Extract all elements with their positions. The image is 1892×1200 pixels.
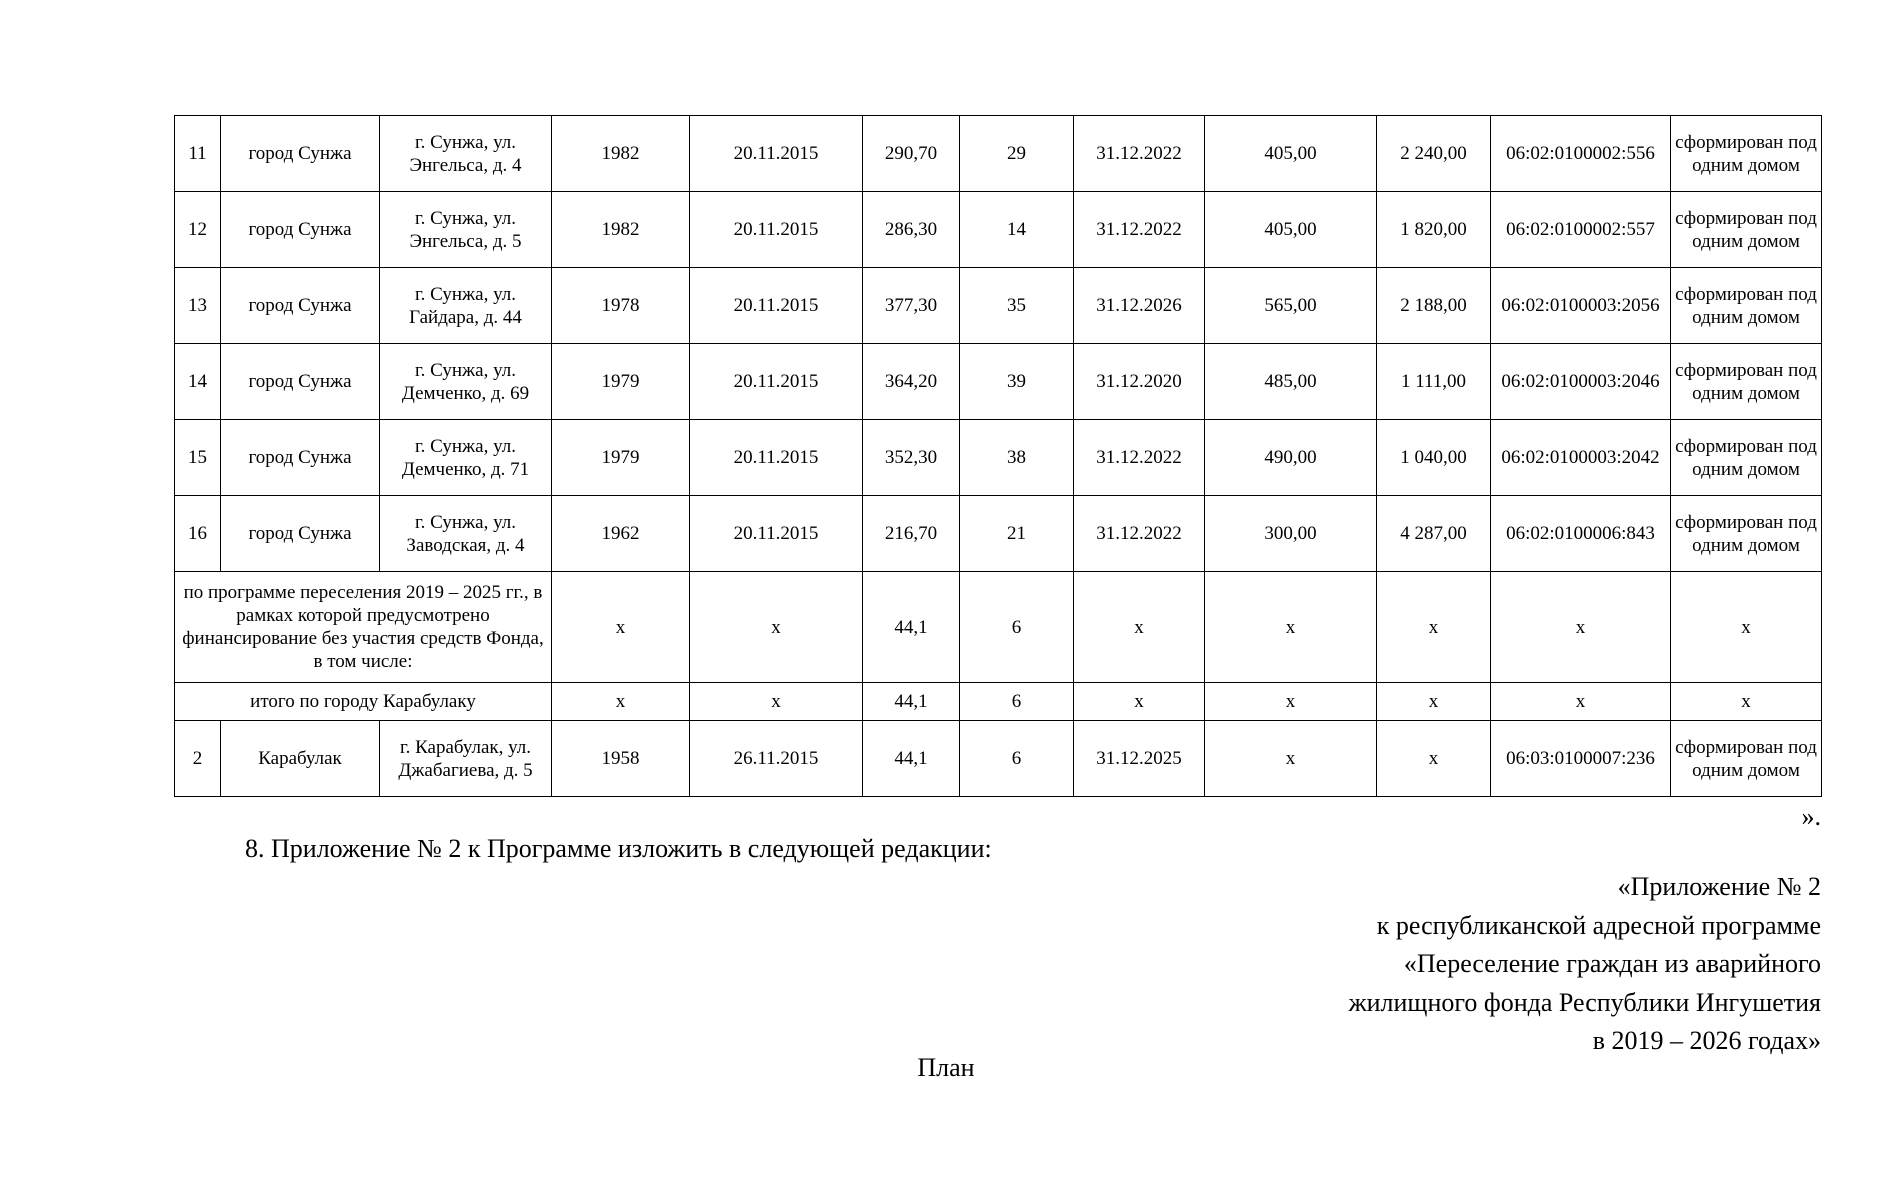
cell-city: город Сунжа bbox=[221, 268, 380, 344]
cell-land: х bbox=[1205, 721, 1377, 797]
cell-people: 29 bbox=[960, 116, 1074, 192]
cell-address: г. Сунжа, ул. Гайдара, д. 44 bbox=[380, 268, 552, 344]
table-row bbox=[175, 116, 1822, 192]
cell-address: г. Сунжа, ул. Энгельса, д. 4 bbox=[380, 116, 552, 192]
housing-table bbox=[174, 115, 1822, 797]
cell-status: сформирован под одним домом bbox=[1671, 420, 1822, 496]
cell-date: 20.11.2015 bbox=[690, 344, 863, 420]
cell-year: 1982 bbox=[552, 116, 690, 192]
cell-land: х bbox=[1205, 572, 1377, 683]
plan-title: План bbox=[917, 1053, 975, 1082]
cell-label: итого по городу Карабулаку bbox=[175, 683, 552, 721]
cell-cadastral: х bbox=[1491, 572, 1671, 683]
subtotal-row bbox=[175, 683, 1822, 721]
appendix-line: жилищного фонда Республики Ингушетия bbox=[1348, 987, 1821, 1017]
cell-cost: 1 111,00 bbox=[1377, 344, 1491, 420]
appendix-line: в 2019 – 2026 годах» bbox=[1592, 1026, 1821, 1055]
cell-label: по программе переселения 2019 – 2025 гг., в рамках которой предусмотрено финансирование без участия средств Фонда, в том числе: bbox=[175, 572, 552, 683]
cell-people: 6 bbox=[960, 572, 1074, 683]
cell-area: 286,30 bbox=[863, 192, 960, 268]
cell-people: 21 bbox=[960, 496, 1074, 572]
summary-row bbox=[175, 572, 1822, 683]
cell-year: 1979 bbox=[552, 420, 690, 496]
cell-year: 1962 bbox=[552, 496, 690, 572]
cell-num: 16 bbox=[175, 496, 221, 572]
appendix-header bbox=[1349, 868, 1821, 1061]
cell-year: 1982 bbox=[552, 192, 690, 268]
cell-city: Карабулак bbox=[221, 721, 380, 797]
cell-land: 490,00 bbox=[1205, 420, 1377, 496]
cell-cadastral: 06:02:0100003:2042 bbox=[1491, 420, 1671, 496]
cell-address: г. Карабулак, ул. Джабагиева, д. 5 bbox=[380, 721, 552, 797]
cell-address: г. Сунжа, ул. Заводская, д. 4 bbox=[380, 496, 552, 572]
cell-cadastral: 06:02:0100003:2056 bbox=[1491, 268, 1671, 344]
cell-people: 14 bbox=[960, 192, 1074, 268]
cell-status: сформирован под одним домом bbox=[1671, 192, 1822, 268]
cell-area: 44,1 bbox=[863, 721, 960, 797]
cell-deadline: 31.12.2025 bbox=[1074, 721, 1205, 797]
cell-date: 20.11.2015 bbox=[690, 268, 863, 344]
cell-people: 38 bbox=[960, 420, 1074, 496]
appendix-line: «Переселение граждан из аварийного bbox=[1403, 949, 1821, 978]
closing-quote: ». bbox=[1801, 802, 1821, 831]
cell-status: сформирован под одним домом bbox=[1671, 721, 1822, 797]
cell-cost: 2 188,00 bbox=[1377, 268, 1491, 344]
cell-status: сформирован под одним домом bbox=[1671, 496, 1822, 572]
table-row bbox=[175, 344, 1822, 420]
cell-cost: 4 287,00 bbox=[1377, 496, 1491, 572]
cell-deadline: 31.12.2022 bbox=[1074, 496, 1205, 572]
cell-num: 15 bbox=[175, 420, 221, 496]
cell-year: 1979 bbox=[552, 344, 690, 420]
cell-date: 20.11.2015 bbox=[690, 192, 863, 268]
cell-deadline: 31.12.2022 bbox=[1074, 420, 1205, 496]
cell-land: 405,00 bbox=[1205, 192, 1377, 268]
cell-cost: х bbox=[1377, 721, 1491, 797]
appendix-line: «Приложение № 2 bbox=[1617, 872, 1821, 901]
cell-cadastral: 06:02:0100002:556 bbox=[1491, 116, 1671, 192]
cell-status: х bbox=[1671, 572, 1822, 683]
cell-year: 1958 bbox=[552, 721, 690, 797]
cell-cadastral: 06:03:0100007:236 bbox=[1491, 721, 1671, 797]
cell-year: х bbox=[552, 572, 690, 683]
cell-land: 485,00 bbox=[1205, 344, 1377, 420]
cell-date: 26.11.2015 bbox=[690, 721, 863, 797]
cell-date: х bbox=[690, 572, 863, 683]
cell-city: город Сунжа bbox=[221, 116, 380, 192]
cell-people: 39 bbox=[960, 344, 1074, 420]
cell-cost: х bbox=[1377, 683, 1491, 721]
cell-address: г. Сунжа, ул. Демченко, д. 69 bbox=[380, 344, 552, 420]
cell-address: г. Сунжа, ул. Демченко, д. 71 bbox=[380, 420, 552, 496]
cell-area: 216,70 bbox=[863, 496, 960, 572]
cell-cost: 2 240,00 bbox=[1377, 116, 1491, 192]
cell-address: г. Сунжа, ул. Энгельса, д. 5 bbox=[380, 192, 552, 268]
cell-people: 6 bbox=[960, 721, 1074, 797]
cell-people: 6 bbox=[960, 683, 1074, 721]
cell-area: 44,1 bbox=[863, 572, 960, 683]
cell-area: 377,30 bbox=[863, 268, 960, 344]
cell-num: 13 bbox=[175, 268, 221, 344]
cell-date: 20.11.2015 bbox=[690, 496, 863, 572]
cell-land: 405,00 bbox=[1205, 116, 1377, 192]
cell-area: 352,30 bbox=[863, 420, 960, 496]
cell-deadline: х bbox=[1074, 683, 1205, 721]
cell-people: 35 bbox=[960, 268, 1074, 344]
cell-area: 44,1 bbox=[863, 683, 960, 721]
cell-city: город Сунжа bbox=[221, 344, 380, 420]
cell-city: город Сунжа bbox=[221, 192, 380, 268]
cell-cost: 1 040,00 bbox=[1377, 420, 1491, 496]
cell-cost: 1 820,00 bbox=[1377, 192, 1491, 268]
cell-cadastral: 06:02:0100006:843 bbox=[1491, 496, 1671, 572]
cell-deadline: 31.12.2020 bbox=[1074, 344, 1205, 420]
table-row bbox=[175, 420, 1822, 496]
cell-num: 2 bbox=[175, 721, 221, 797]
cell-deadline: 31.12.2022 bbox=[1074, 192, 1205, 268]
cell-cadastral: 06:02:0100003:2046 bbox=[1491, 344, 1671, 420]
cell-city: город Сунжа bbox=[221, 496, 380, 572]
table-row bbox=[175, 268, 1822, 344]
cell-area: 290,70 bbox=[863, 116, 960, 192]
cell-area: 364,20 bbox=[863, 344, 960, 420]
cell-date: 20.11.2015 bbox=[690, 116, 863, 192]
cell-land: х bbox=[1205, 683, 1377, 721]
cell-year: 1978 bbox=[552, 268, 690, 344]
cell-year: х bbox=[552, 683, 690, 721]
cell-num: 12 bbox=[175, 192, 221, 268]
cell-status: сформирован под одним домом bbox=[1671, 116, 1822, 192]
table-row bbox=[175, 496, 1822, 572]
cell-status: сформирован под одним домом bbox=[1671, 268, 1822, 344]
cell-deadline: 31.12.2026 bbox=[1074, 268, 1205, 344]
instruction-paragraph: 8. Приложение № 2 к Программе изложить в следующей редакции: bbox=[245, 834, 992, 863]
appendix-line: к республиканской адресной программе bbox=[1376, 910, 1821, 940]
cell-land: 565,00 bbox=[1205, 268, 1377, 344]
cell-num: 11 bbox=[175, 116, 221, 192]
cell-cadastral: 06:02:0100002:557 bbox=[1491, 192, 1671, 268]
cell-city: город Сунжа bbox=[221, 420, 380, 496]
cell-deadline: 31.12.2022 bbox=[1074, 116, 1205, 192]
table-row bbox=[175, 721, 1822, 797]
cell-land: 300,00 bbox=[1205, 496, 1377, 572]
cell-status: х bbox=[1671, 683, 1822, 721]
cell-status: сформирован под одним домом bbox=[1671, 344, 1822, 420]
cell-deadline: х bbox=[1074, 572, 1205, 683]
cell-date: х bbox=[690, 683, 863, 721]
cell-date: 20.11.2015 bbox=[690, 420, 863, 496]
table-row bbox=[175, 192, 1822, 268]
cell-cost: х bbox=[1377, 572, 1491, 683]
cell-num: 14 bbox=[175, 344, 221, 420]
cell-cadastral: х bbox=[1491, 683, 1671, 721]
